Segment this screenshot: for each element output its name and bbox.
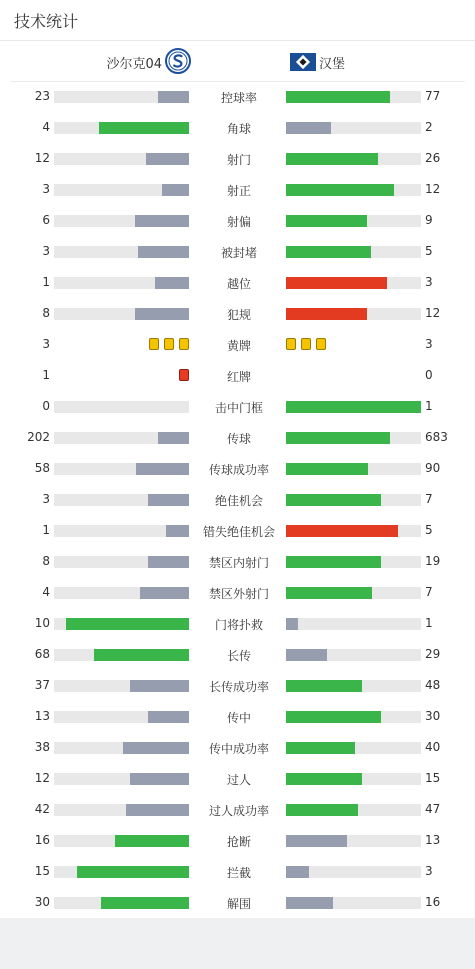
home-stat-bar-fill (138, 246, 189, 258)
away-stat-value: 7 (425, 492, 433, 506)
schalke-04-crest-icon[interactable] (165, 48, 191, 74)
away-stat-bar-fill (286, 618, 298, 630)
home-stat-value: 12 (34, 771, 50, 785)
stat-row (0, 174, 475, 205)
away-stat-value: 29 (425, 647, 441, 661)
home-stat-bar-track (54, 556, 189, 568)
home-stat-bar-fill (135, 308, 189, 320)
away-stat-value: 9 (425, 213, 433, 227)
home-stat-value: 202 (27, 430, 50, 444)
stat-label: 击中门框 (214, 401, 263, 415)
away-stat-bar-fill (286, 494, 381, 506)
stat-row (0, 391, 475, 422)
away-stat-bar-track (286, 587, 421, 599)
home-stat-bar-track (54, 184, 189, 196)
away-stat-value: 13 (425, 833, 441, 847)
away-stat-value: 1 (425, 399, 433, 413)
home-stat-bar-fill (135, 215, 189, 227)
away-stat-bar-track (286, 215, 421, 227)
stat-label: 射正 (226, 184, 251, 198)
away-stat-bar-track (286, 432, 421, 444)
stat-label: 拦截 (226, 866, 251, 880)
away-stat-value: 3 (425, 864, 433, 878)
away-stat-bar-track (286, 246, 421, 258)
stat-label: 角球 (226, 122, 251, 136)
teams-row (10, 42, 465, 82)
home-stat-bar-fill (66, 618, 189, 630)
away-stat-bar-fill (286, 215, 367, 227)
home-stat-value: 15 (34, 864, 50, 878)
stat-row (0, 360, 475, 391)
home-stat-value: 0 (42, 399, 50, 413)
home-stat-value: 30 (34, 895, 50, 909)
home-stat-bar-track (54, 153, 189, 165)
stat-row (0, 732, 475, 763)
home-stat-bar-fill (158, 91, 189, 103)
stat-label: 错失绝佳机会 (202, 525, 275, 539)
away-stat-bar-fill (286, 525, 398, 537)
home-stat-value: 13 (34, 709, 50, 723)
away-stat-bar-track (286, 680, 421, 692)
stat-row (0, 515, 475, 546)
panel-header (0, 0, 475, 41)
away-stat-bar-fill (286, 91, 390, 103)
away-stat-bar-fill (286, 680, 362, 692)
away-stat-bar-track (286, 184, 421, 196)
away-stat-value: 90 (425, 461, 441, 475)
stat-label: 犯规 (226, 308, 251, 322)
stat-row (0, 143, 475, 174)
stat-label: 传球 (226, 432, 251, 446)
away-stat-value: 0 (425, 368, 433, 382)
home-stat-bar-fill (162, 184, 189, 196)
yellow-card-icon (179, 338, 189, 350)
home-stat-bar-fill (148, 711, 189, 723)
away-stat-bar-fill (286, 122, 331, 134)
page-footer-area (0, 918, 475, 969)
home-stat-value: 16 (34, 833, 50, 847)
yellow-card-icon (301, 338, 311, 350)
stat-row (0, 329, 475, 360)
away-team-name[interactable]: 汉堡 (319, 57, 346, 72)
away-stat-bar-track (286, 308, 421, 320)
home-stat-bar-fill (101, 897, 189, 909)
home-stat-bar-fill (126, 804, 189, 816)
home-stat-bar-fill (130, 680, 189, 692)
stat-row (0, 794, 475, 825)
away-stat-bar-fill (286, 866, 309, 878)
stat-label: 过人成功率 (208, 804, 269, 818)
away-stat-bar-fill (286, 463, 368, 475)
away-stat-value: 3 (425, 275, 433, 289)
away-stat-bar-fill (286, 773, 362, 785)
panel-title: 技术统计 (14, 12, 79, 31)
away-stat-value: 7 (425, 585, 433, 599)
stat-row (0, 825, 475, 856)
home-stat-bar-fill (99, 122, 189, 134)
stat-label: 禁区内射门 (208, 556, 269, 570)
stat-label: 长传 (226, 649, 251, 663)
home-stat-bar-track (54, 897, 189, 909)
stat-label: 射门 (226, 153, 251, 167)
stat-label: 抢断 (226, 835, 251, 849)
away-stat-bar-track (286, 91, 421, 103)
home-stat-bar-fill (166, 525, 189, 537)
away-stat-bar-fill (286, 711, 381, 723)
home-team-name[interactable]: 沙尔克04 (106, 57, 162, 72)
away-stat-value: 26 (425, 151, 441, 165)
away-stat-value: 5 (425, 244, 433, 258)
red-card-icon (179, 369, 189, 381)
home-stat-bar-fill (123, 742, 189, 754)
home-stat-value: 23 (34, 89, 50, 103)
stat-label: 过人 (226, 773, 251, 787)
stat-label: 禁区外射门 (208, 587, 269, 601)
away-stat-bar-fill (286, 649, 327, 661)
stat-label: 解围 (226, 897, 251, 911)
home-stat-bar-track (54, 742, 189, 754)
home-stat-bar-track (54, 91, 189, 103)
stat-row (0, 887, 475, 918)
stat-row (0, 205, 475, 236)
home-stat-bar-track (54, 122, 189, 134)
home-stat-bar-track (54, 680, 189, 692)
yellow-card-icon (316, 338, 326, 350)
away-stat-bar-track (286, 804, 421, 816)
home-stat-bar-fill (140, 587, 189, 599)
away-stat-bar-fill (286, 153, 378, 165)
home-stat-value: 1 (42, 368, 50, 382)
home-stat-bar-track (54, 618, 189, 630)
home-stat-value: 3 (42, 182, 50, 196)
away-stat-bar-track (286, 835, 421, 847)
away-stat-bar-fill (286, 804, 358, 816)
home-stat-bar-fill (155, 277, 189, 289)
stat-row (0, 236, 475, 267)
away-stat-bar-fill (286, 897, 333, 909)
away-stat-bar-fill (286, 556, 381, 568)
away-stat-bar-fill (286, 742, 355, 754)
away-stat-bar-track (286, 618, 421, 630)
home-stat-bar-fill (130, 773, 189, 785)
stat-label: 越位 (226, 277, 251, 291)
home-stat-value: 12 (34, 151, 50, 165)
home-stat-value: 6 (42, 213, 50, 227)
stat-label: 射偏 (226, 215, 251, 229)
away-stat-bar-fill (286, 401, 421, 413)
home-stat-value: 8 (42, 554, 50, 568)
home-yellow-cards (144, 338, 189, 351)
home-stat-value: 4 (42, 120, 50, 134)
away-stat-bar-track (286, 866, 421, 878)
stat-label: 黄牌 (226, 339, 251, 353)
away-stat-value: 47 (425, 802, 441, 816)
away-stat-bar-fill (286, 277, 387, 289)
home-red-cards (174, 369, 189, 382)
home-stat-bar-track (54, 308, 189, 320)
home-stat-value: 42 (34, 802, 50, 816)
yellow-card-icon (164, 338, 174, 350)
home-stat-bar-fill (136, 463, 189, 475)
away-stat-value: 15 (425, 771, 441, 785)
home-stat-bar-track (54, 463, 189, 475)
yellow-card-icon (149, 338, 159, 350)
home-stat-value: 58 (34, 461, 50, 475)
home-stat-value: 3 (42, 337, 50, 351)
home-stat-value: 3 (42, 492, 50, 506)
away-stat-value: 1 (425, 616, 433, 630)
stat-row (0, 856, 475, 887)
home-stat-bar-track (54, 649, 189, 661)
away-stat-bar-track (286, 773, 421, 785)
away-stat-value: 3 (425, 337, 433, 351)
home-stat-value: 1 (42, 523, 50, 537)
home-stat-bar-track (54, 866, 189, 878)
home-stat-bar-track (54, 804, 189, 816)
home-stat-bar-track (54, 215, 189, 227)
away-stat-bar-track (286, 153, 421, 165)
stat-label: 控球率 (220, 91, 257, 105)
home-stat-value: 10 (34, 616, 50, 630)
home-stat-bar-fill (146, 153, 189, 165)
away-stat-bar-track (286, 277, 421, 289)
stat-row (0, 453, 475, 484)
hamburger-sv-diamond-icon[interactable] (290, 53, 316, 71)
away-stat-bar-track (286, 463, 421, 475)
away-stat-value: 48 (425, 678, 441, 692)
away-stat-bar-fill (286, 835, 347, 847)
home-stat-bar-fill (77, 866, 189, 878)
away-stat-value: 12 (425, 306, 441, 320)
home-stat-value: 1 (42, 275, 50, 289)
stat-row (0, 267, 475, 298)
stat-label: 传中成功率 (208, 742, 269, 756)
home-stat-value: 37 (34, 678, 50, 692)
home-stat-bar-track (54, 587, 189, 599)
home-stat-bar-fill (158, 432, 189, 444)
home-stat-bar-track (54, 246, 189, 258)
home-stat-bar-fill (148, 556, 189, 568)
away-stat-bar-fill (286, 184, 394, 196)
away-stat-bar-fill (286, 432, 390, 444)
home-stat-bar-fill (148, 494, 189, 506)
away-stat-value: 683 (425, 430, 448, 444)
yellow-card-icon (286, 338, 296, 350)
stat-row (0, 639, 475, 670)
away-stat-bar-track (286, 401, 421, 413)
stat-label: 传球成功率 (208, 463, 269, 477)
home-stat-bar-track (54, 525, 189, 537)
away-stat-bar-track (286, 494, 421, 506)
away-stat-value: 19 (425, 554, 441, 568)
away-stat-bar-track (286, 649, 421, 661)
stat-label: 红牌 (226, 370, 251, 384)
home-stat-bar-track (54, 432, 189, 444)
away-yellow-cards (286, 338, 331, 351)
away-stat-bar-track (286, 897, 421, 909)
home-stat-bar-track (54, 401, 189, 413)
home-stat-bar-track (54, 711, 189, 723)
home-stat-value: 3 (42, 244, 50, 258)
away-stat-value: 5 (425, 523, 433, 537)
stat-row (0, 608, 475, 639)
away-stat-bar-track (286, 711, 421, 723)
away-stat-bar-track (286, 122, 421, 134)
away-stat-value: 12 (425, 182, 441, 196)
stat-row (0, 298, 475, 329)
stat-label: 被封堵 (220, 246, 257, 260)
away-stat-value: 16 (425, 895, 441, 909)
stat-row (0, 701, 475, 732)
home-stat-value: 4 (42, 585, 50, 599)
stat-label: 门将扑救 (214, 618, 263, 632)
stat-row (0, 484, 475, 515)
stat-label: 长传成功率 (208, 680, 269, 694)
away-stat-bar-fill (286, 308, 367, 320)
away-stat-value: 40 (425, 740, 441, 754)
stat-row (0, 112, 475, 143)
home-stat-value: 8 (42, 306, 50, 320)
away-stat-bar-fill (286, 246, 371, 258)
home-stat-bar-fill (94, 649, 189, 661)
away-stat-bar-fill (286, 587, 372, 599)
away-stat-bar-track (286, 742, 421, 754)
stat-row (0, 422, 475, 453)
away-stat-bar-track (286, 525, 421, 537)
stat-label: 绝佳机会 (214, 494, 263, 508)
away-stat-value: 2 (425, 120, 433, 134)
away-stat-value: 30 (425, 709, 441, 723)
stat-row (0, 81, 475, 112)
home-stat-bar-track (54, 277, 189, 289)
stat-row (0, 546, 475, 577)
away-stat-value: 77 (425, 89, 441, 103)
home-stat-bar-track (54, 773, 189, 785)
stat-label: 传中 (226, 711, 251, 725)
stat-row (0, 577, 475, 608)
away-stat-bar-track (286, 556, 421, 568)
home-stat-value: 38 (34, 740, 50, 754)
home-stat-bar-fill (115, 835, 189, 847)
stat-row (0, 670, 475, 701)
home-stat-bar-track (54, 835, 189, 847)
home-stat-bar-track (54, 494, 189, 506)
home-stat-value: 68 (34, 647, 50, 661)
stat-row (0, 763, 475, 794)
